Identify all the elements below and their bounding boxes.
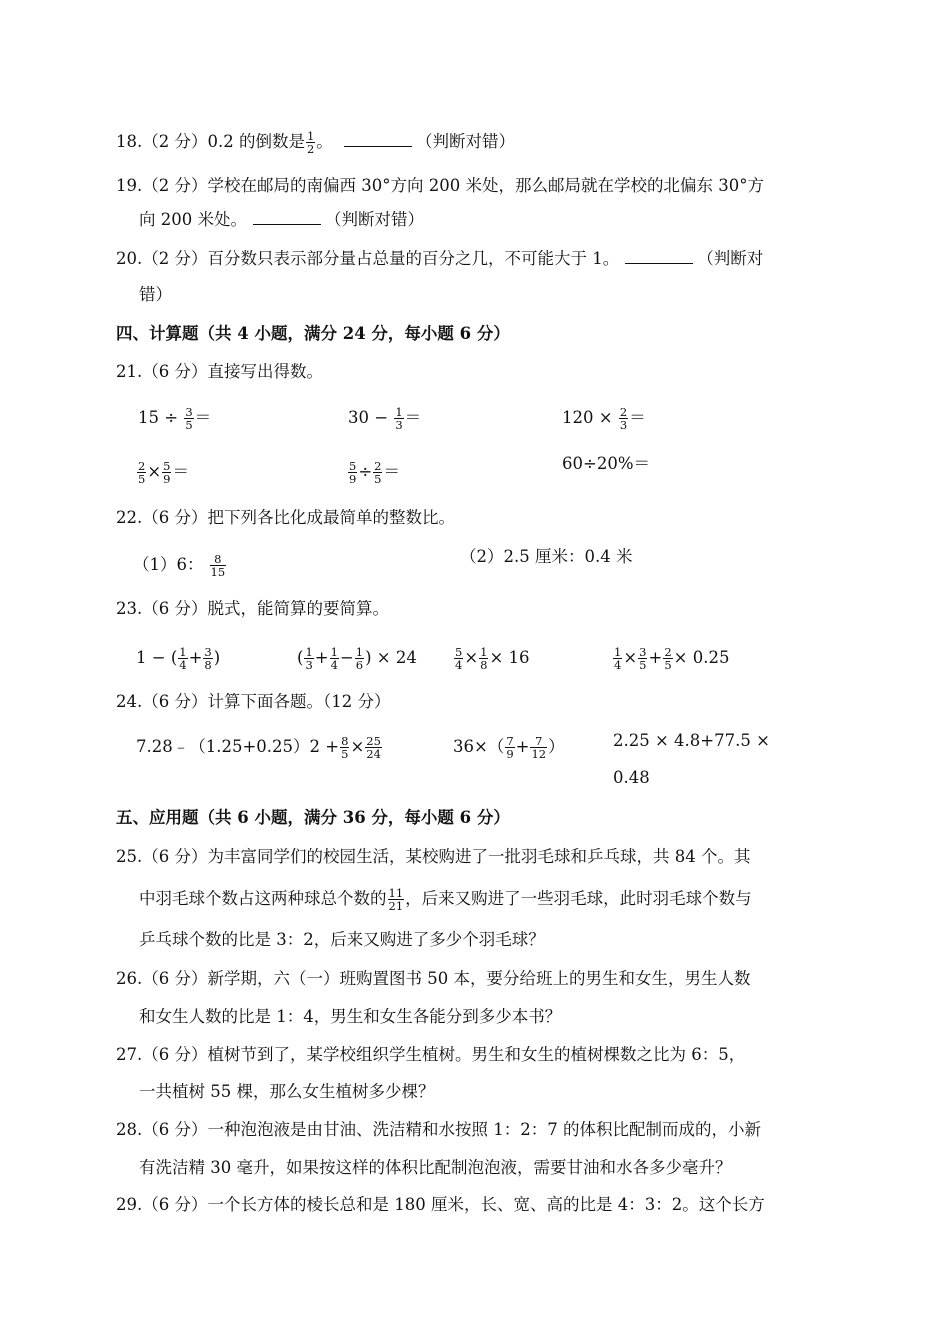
question-28-line1: 28.（6 分）一种泡泡液是由甘油、洗洁精和水按照 1：2：7 的体积比配制而成的，小新	[116, 1120, 761, 1139]
question-27-line1: 27.（6 分）植树节到了，某学校组织学生植树。男生和女生的植树棵数之比为 6：5，	[116, 1045, 746, 1064]
answer-blank[interactable]	[625, 247, 693, 264]
q21-expr-2: 30 − $\frac{1}{3}$ ＝	[348, 405, 422, 432]
q23-expr-3: $\frac{5}{4}$ × $\frac{1}{8}$ × 16	[455, 645, 530, 672]
q24-expr-3-line2: 0.48	[613, 768, 650, 787]
q21-expr-5: $\frac{5}{9}$ ÷ $\frac{2}{5}$ ＝	[349, 459, 400, 486]
q24-expr-3-line1: 2.25 × 4.8+77.5 ×	[613, 731, 770, 750]
question-25-line1: 25.（6 分）为丰富同学们的校园生活，某校购进了一批羽毛球和乒乓球，共 84 个。其	[116, 847, 751, 866]
q21-expr-4: $\frac{2}{5}$ × $\frac{5}{9}$ ＝	[138, 459, 189, 486]
question-18: 18.（2 分）0.2 的倒数是 $\frac{1}{2}$ 。 （判断对错）	[116, 129, 516, 156]
answer-blank[interactable]	[253, 208, 321, 225]
section-5-title: 五、应用题（共 6 小题，满分 36 分，每小题 6 分）	[116, 808, 510, 827]
question-21-stem: 21.（6 分）直接写出得数。	[116, 362, 323, 381]
q23-expr-4: $\frac{1}{4}$ × $\frac{3}{5}$ + $\frac{2}{5}$ × 0.25	[614, 645, 730, 672]
question-24-stem: 24.（6 分）计算下面各题。（12 分）	[116, 692, 391, 711]
q22-part-1: （1）6： $\frac{8}{15}$	[133, 552, 226, 579]
question-22-stem: 22.（6 分）把下列各比化成最简单的整数比。	[116, 508, 455, 527]
question-27-line2: 一共植树 55 棵，那么女生植树多少棵？	[139, 1082, 435, 1101]
q22-part-2: （2）2.5 厘米：0.4 米	[460, 547, 633, 566]
fraction: $\frac{1}{2}$	[306, 129, 315, 156]
q21-expr-6: 60÷20%＝	[562, 454, 650, 473]
q23-expr-2: ( $\frac{1}{3}$ + $\frac{1}{4}$ − $\frac{1}{6}$ ) × 24	[297, 645, 417, 672]
question-19-line1: 19.（2 分）学校在邮局的南偏西 30°方向 200 米处，那么邮局就在学校的北偏东 30°方	[116, 176, 764, 195]
question-29-line1: 29.（6 分）一个长方体的棱长总和是 180 厘米，长、宽、高的比是 4：3：2。这个长方	[116, 1195, 765, 1214]
question-25-line3: 乒乓球个数的比是 3：2，后来又购进了多少个羽毛球？	[139, 930, 545, 949]
answer-blank[interactable]	[344, 130, 412, 147]
question-23-stem: 23.（6 分）脱式，能简算的要简算。	[116, 599, 389, 618]
q24-expr-1: 7.28﹣（1.25+0.25）2 + $\frac{8}{5}$ × $\frac{25}{24}$	[136, 734, 381, 761]
question-19-line2: 向 200 米处。 （判断对错）	[139, 210, 424, 229]
question-20-line1: 20.（2 分）百分数只表示部分量占总量的百分之几，不可能大于 1。 （判断对	[116, 249, 764, 268]
q21-expr-3: 120 × $\frac{2}{3}$ ＝	[562, 405, 646, 432]
question-26-line1: 26.（6 分）新学期，六（一）班购置图书 50 本，要分给班上的男生和女生，男生人数	[116, 969, 751, 988]
question-28-line2: 有洗洁精 30 毫升，如果按这样的体积比配制泡泡液，需要甘油和水各多少毫升？	[139, 1158, 732, 1177]
q21-expr-1: 15 ÷ $\frac{3}{5}$ ＝	[138, 405, 212, 432]
question-20-line2: 错）	[139, 285, 172, 304]
question-26-line2: 和女生人数的比是 1：4，男生和女生各能分到多少本书？	[139, 1007, 562, 1026]
section-4-title: 四、计算题（共 4 小题，满分 24 分，每小题 6 分）	[116, 324, 510, 343]
q24-expr-2: 36×（ $\frac{7}{9}$ + $\frac{7}{12}$ ）	[453, 734, 565, 761]
question-25-line2: 中羽毛球个数占这两种球总个数的 $\frac{11}{21}$ ，后来又购进了一些羽毛球，此时羽毛球个数与	[139, 886, 752, 913]
q23-expr-1: 1 − ( $\frac{1}{4}$ + $\frac{3}{8}$ )	[136, 645, 221, 672]
